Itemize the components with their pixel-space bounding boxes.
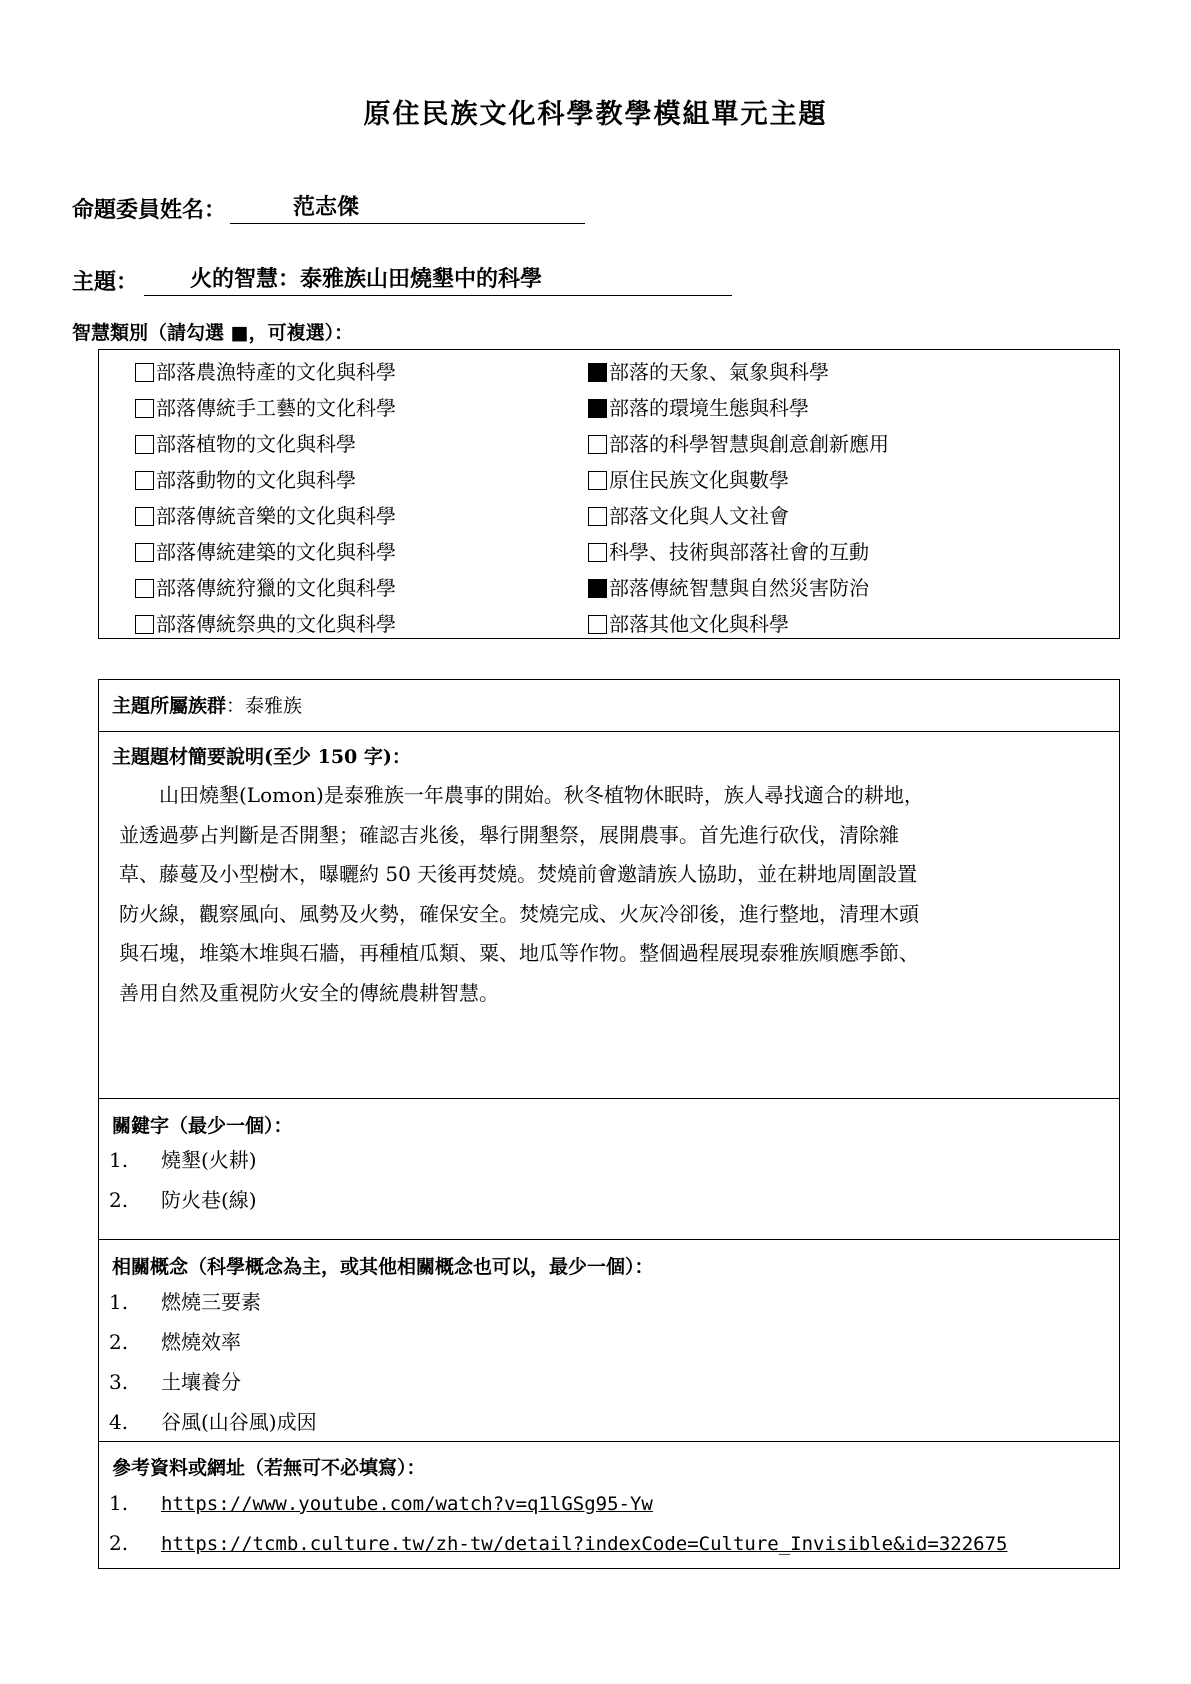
list-number: 2. [109, 1330, 129, 1354]
category-option-label: 科學、技術與部落社會的互動 [609, 540, 869, 564]
category-option[interactable] [588, 534, 869, 570]
summary-line: 與石塊，堆築木堆與石牆，再種植瓜類、粟、地瓜等作物。整個過程展現泰雅族順應季節、 [119, 941, 919, 965]
checkbox[interactable] [135, 507, 154, 526]
ethnic-group-row [112, 691, 302, 718]
concepts-section [99, 1240, 1119, 1442]
concept-text: 燃燒三要素 [161, 1290, 261, 1314]
category-option[interactable] [588, 426, 889, 462]
list-number: 2. [109, 1531, 129, 1555]
concept-text: 谷風(山谷風)成因 [161, 1410, 317, 1434]
category-option-label: 部落動物的文化與科學 [156, 468, 356, 492]
list-number: 1. [109, 1290, 129, 1314]
list-number: 4. [109, 1410, 129, 1434]
category-option-label: 部落的科學智慧與創意創新應用 [609, 432, 889, 456]
category-option-label: 部落的天象、氣象與科學 [609, 360, 829, 384]
committee-name-field[interactable]: 范志傑 [230, 190, 585, 224]
category-option-label: 部落傳統手工藝的文化科學 [156, 396, 396, 420]
summary-line: 草、藤蔓及小型樹木，曝曬約 50 天後再焚燒。焚燒前會邀請族人協助，並在耕地周圍設置 [119, 862, 918, 886]
category-option[interactable] [588, 462, 789, 498]
category-option[interactable] [588, 354, 829, 390]
reference-link[interactable]: https://www.youtube.com/watch?v=q1lGSg95-Yw [161, 1493, 653, 1515]
list-item [109, 1285, 261, 1319]
committee-row [72, 190, 585, 224]
checkbox[interactable] [135, 363, 154, 382]
checkbox[interactable] [135, 399, 154, 418]
list-number: 2. [109, 1188, 129, 1212]
checkbox[interactable] [135, 543, 154, 562]
keywords-section [99, 1099, 1119, 1240]
theme-field[interactable]: 火的智慧：泰雅族山田燒墾中的科學 [144, 262, 732, 296]
list-item [109, 1405, 317, 1439]
category-option-label: 部落植物的文化與科學 [156, 432, 356, 456]
reference-link[interactable]: https://tcmb.culture.tw/zh-tw/detail?indexCode=Culture_Invisible&id=322675 [161, 1533, 1008, 1555]
list-item [109, 1325, 241, 1359]
category-option-label: 部落傳統狩獵的文化與科學 [156, 576, 396, 600]
category-option[interactable] [135, 462, 356, 498]
ethnic-group-label: 主題所屬族群 [112, 695, 227, 717]
category-option[interactable] [135, 498, 396, 534]
category-option[interactable] [135, 426, 356, 462]
topic-detail-table [98, 679, 1120, 1569]
list-item [109, 1183, 257, 1217]
category-option-label: 原住民族文化與數學 [609, 468, 789, 492]
checkbox[interactable] [588, 435, 607, 454]
category-option-label: 部落的環境生態與科學 [609, 396, 809, 420]
checkbox[interactable] [135, 471, 154, 490]
references-label: 參考資料或網址（若無可不必填寫）： [112, 1457, 426, 1479]
list-item [109, 1143, 257, 1177]
references-section [99, 1442, 1119, 1568]
list-item [109, 1486, 653, 1520]
category-option-label: 部落傳統音樂的文化與科學 [156, 504, 396, 528]
ethnic-group-section [99, 680, 1119, 732]
checkbox[interactable] [135, 615, 154, 634]
checkbox[interactable] [135, 579, 154, 598]
concepts-label: 相關概念（科學概念為主，或其他相關概念也可以，最少一個）： [112, 1256, 654, 1278]
list-number: 3. [109, 1370, 129, 1394]
summary-line: 並透過夢占判斷是否開墾；確認吉兆後，舉行開墾祭，展開農事。首先進行砍伐，清除雜 [119, 822, 899, 847]
checkbox[interactable] [588, 471, 607, 490]
category-option-label: 部落傳統建築的文化與科學 [156, 540, 396, 564]
category-option[interactable] [588, 498, 789, 534]
ethnic-group-value: ：泰雅族 [226, 695, 303, 717]
checkbox[interactable] [588, 579, 607, 598]
category-option[interactable] [588, 606, 789, 642]
list-number: 1. [109, 1491, 129, 1515]
category-option-label: 部落傳統祭典的文化與科學 [156, 612, 396, 636]
category-option-label: 部落文化與人文社會 [609, 504, 789, 528]
concept-text: 燃燒效率 [161, 1330, 241, 1354]
theme-row [72, 262, 732, 296]
list-item [109, 1526, 1007, 1560]
document-title: 原住民族文化科學教學模組單元主題 [363, 99, 828, 130]
category-option[interactable] [135, 534, 396, 570]
category-option[interactable] [135, 570, 396, 606]
summary-text [119, 776, 1099, 1013]
summary-line: 山田燒墾(Lomon)是泰雅族一年農事的開始。秋冬植物休眠時，族人尋找適合的耕地， [119, 783, 924, 807]
checkbox[interactable] [135, 435, 154, 454]
category-option[interactable] [135, 354, 396, 390]
theme-label: 主題： [72, 269, 139, 295]
list-item [109, 1365, 241, 1399]
summary-label: 主題題材簡要說明(至少 150 字)： [112, 746, 411, 768]
committee-label: 命題委員姓名： [72, 197, 227, 223]
checkbox[interactable] [588, 507, 607, 526]
category-option[interactable] [588, 570, 869, 606]
concept-text: 土壤養分 [161, 1370, 241, 1394]
category-label: 智慧類別（請勾選 ■，可複選）： [72, 322, 354, 344]
list-number: 1. [109, 1148, 129, 1172]
checkbox[interactable] [588, 543, 607, 562]
keywords-label: 關鍵字（最少一個）： [112, 1115, 293, 1137]
category-option[interactable] [135, 390, 396, 426]
keyword-text: 防火巷(線) [161, 1188, 257, 1212]
category-option-label: 部落其他文化與科學 [609, 612, 789, 636]
category-option-label: 部落農漁特產的文化與科學 [156, 360, 396, 384]
summary-section [99, 732, 1119, 1099]
summary-line: 防火線，觀察風向、風勢及火勢，確保安全。焚燒完成、火灰冷卻後，進行整地，清理木頭 [119, 901, 919, 926]
category-checklist [98, 349, 1120, 639]
summary-line: 善用自然及重視防火安全的傳統農耕智慧。 [119, 980, 499, 1005]
checkbox[interactable] [588, 615, 607, 634]
category-option[interactable] [135, 606, 396, 642]
checkbox[interactable] [588, 363, 607, 382]
category-option-label: 部落傳統智慧與自然災害防治 [609, 576, 869, 600]
keyword-text: 燒墾(火耕) [161, 1148, 257, 1172]
category-option[interactable] [588, 390, 809, 426]
checkbox[interactable] [588, 399, 607, 418]
